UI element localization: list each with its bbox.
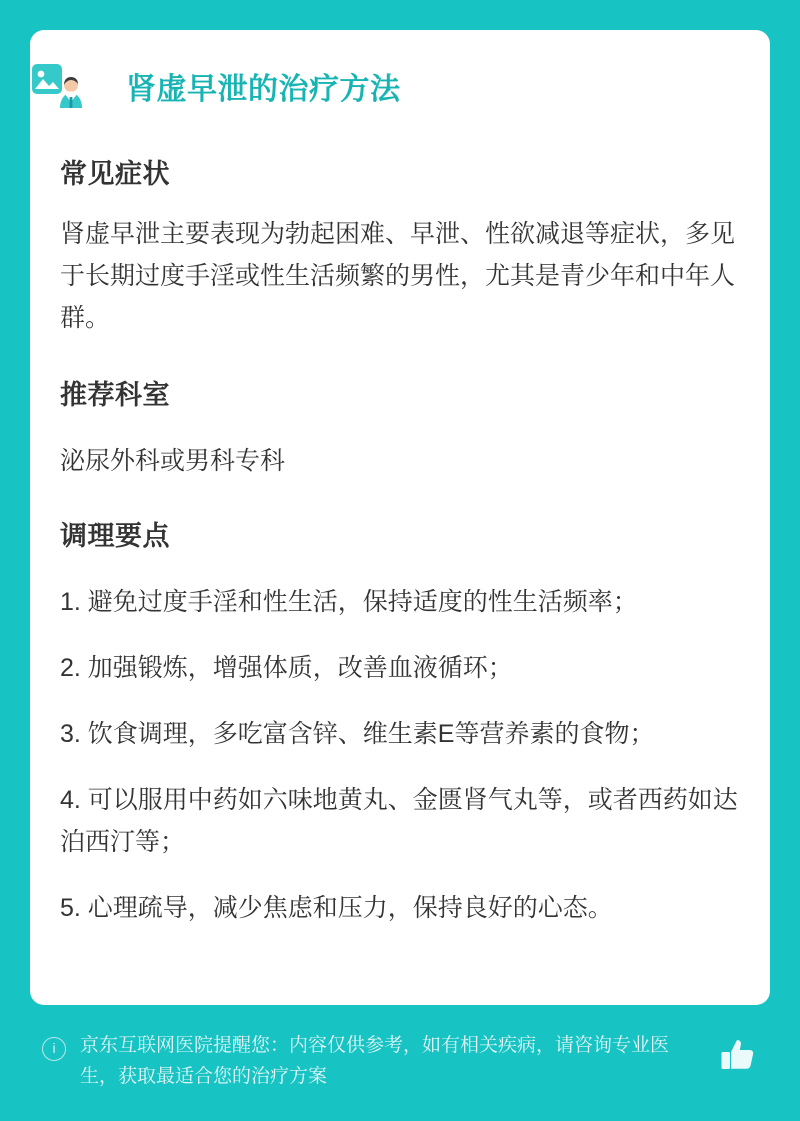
list-item: 3. 饮食调理，多吃富含锌、维生素E等营养素的食物；: [60, 720, 655, 748]
list-item: 2. 加强锻炼，增强体质，改善血液循环；: [60, 654, 513, 682]
content-card: [30, 30, 770, 1005]
list-item: 4. 可以服用中药如六味地黄丸、金匮肾气丸等，或者西药如达泊西汀等；: [60, 786, 738, 856]
info-circle-icon: i: [42, 1037, 66, 1061]
section-text-department: 泌尿外科或男科专科: [60, 447, 286, 475]
list-item: 1. 避免过度手淫和性生活，保持适度的性生活频率；: [60, 588, 638, 616]
list-item: 5. 心理疏导，减少焦虑和压力，保持良好的心态。: [60, 894, 613, 922]
section-heading-department: 推荐科室: [60, 380, 170, 410]
page-title: 肾虚早泄的治疗方法: [126, 73, 401, 106]
footer-disclaimer: [30, 1005, 770, 1117]
document-image-icon: [30, 58, 86, 114]
care-points-list: [60, 581, 740, 929]
section-heading-care-points: 调理要点: [60, 521, 170, 551]
section-heading-symptoms: 常见症状: [60, 159, 170, 189]
thumbs-up-icon[interactable]: [718, 1035, 758, 1075]
section-text-symptoms: 肾虚早泄主要表现为勃起困难、早泄、性欲减退等症状，多见于长期过度手淫或性生活频繁的男性，尤其是青少年和中年人群。: [60, 220, 736, 332]
footer-text: 京东互联网医院提醒您：内容仅供参考，如有相关疾病，请咨询专业医生，获取最适合您的治疗方案: [80, 1035, 670, 1087]
